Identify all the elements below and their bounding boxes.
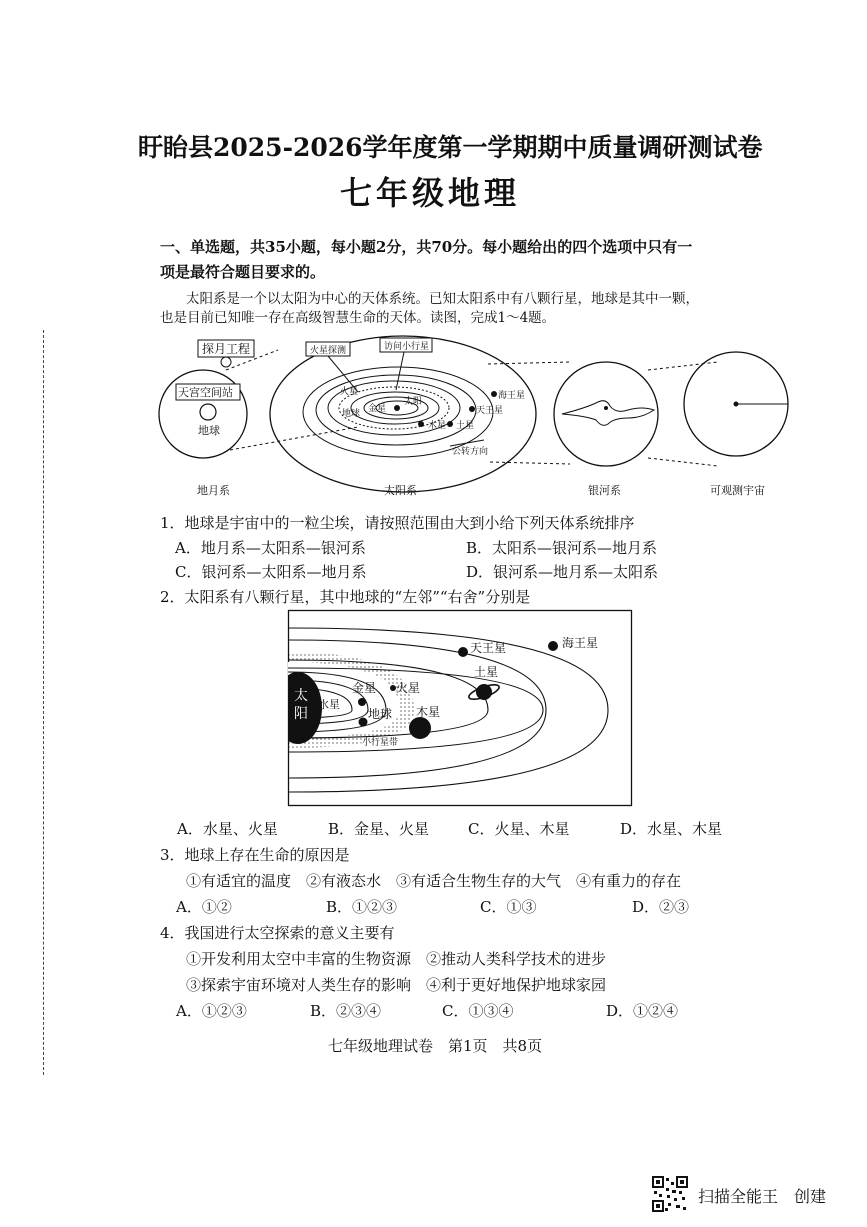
mars-label2: 火星 — [396, 681, 421, 695]
q4-option-b: B．②③④ — [310, 1002, 382, 1020]
binding-dashed-line — [43, 330, 44, 1075]
celestial-systems-figure — [158, 332, 794, 502]
q2-option-c: C．火星、木星 — [468, 820, 570, 838]
q2-option-a: A．水星、火星 — [177, 820, 278, 838]
earth-icon — [200, 404, 216, 420]
q3-option-a: A．①② — [176, 898, 232, 916]
orbit-direction-label: 公转方向 — [452, 447, 489, 457]
uranus-label: 天王星 — [476, 406, 504, 416]
milky-way-circle — [554, 362, 658, 466]
q1-stem: 1．地球是宇宙中的一粒尘埃，请按照范围由大到小给下列天体系统排序 — [160, 514, 635, 532]
q4-items-1: ①开发利用太空中丰富的生物资源 ②推动人类科学技术的进步 — [186, 950, 607, 968]
q4-option-c: C．①③④ — [442, 1002, 514, 1020]
neptune-label: 海王星 — [498, 391, 526, 401]
uranus-dot — [458, 647, 468, 657]
scanner-watermark: 扫描全能王 创建 — [698, 1187, 827, 1206]
q3-option-d: D．②③ — [632, 898, 690, 916]
earth-dot — [359, 718, 368, 727]
mars-probe-label: 火星探测 — [310, 346, 347, 356]
jupiter-label2: 木星 — [416, 705, 441, 719]
q3-option-b: B．①②③ — [326, 898, 398, 916]
q3-stem: 3．地球上存在生命的原因是 — [160, 846, 350, 864]
section-heading: 一、单选题，共35小题，每小题2分，共70分。每小题给出的四个选项中只有一 — [160, 238, 693, 256]
q1-option-c: C．银河系—太阳系—地月系 — [175, 563, 367, 581]
q2-option-b: B．金星、火星 — [328, 820, 430, 838]
sun-char-1: 太 — [294, 688, 308, 704]
neptune-label2: 海王星 — [562, 636, 599, 650]
q4-option-d: D．①②④ — [606, 1002, 679, 1020]
sun-label: 太阳 — [404, 397, 423, 407]
earth-label: 地球 — [198, 424, 220, 437]
saturn-label: 土星 — [456, 421, 475, 431]
venus-label: 金星 — [352, 681, 377, 695]
caption-solar: 太阳系 — [384, 484, 417, 497]
q1-option-b: B．太阳系—银河系—地月系 — [466, 539, 658, 557]
q3-option-c: C．①③ — [480, 898, 537, 916]
intro-text-cont: 也是目前已知唯一存在高级智慧生命的天体。读图，完成1～4题。 — [160, 310, 556, 326]
section-heading-cont: 项是最符合题目要求的。 — [160, 263, 326, 281]
q2-option-d: D．水星、木星 — [620, 820, 723, 838]
mercury-label: 水星 — [318, 698, 340, 711]
q4-items-2: ③探索宇宙环境对人类生存的影响 ④利于更好地保护地球家园 — [186, 976, 607, 994]
q1-option-a: A．地月系—太阳系—银河系 — [175, 539, 366, 557]
sun-char-2: 阳 — [294, 706, 308, 722]
sun-dot — [394, 405, 400, 411]
caption-milky-way: 银河系 — [588, 484, 621, 497]
caption-universe: 可观测宇宙 — [710, 484, 765, 497]
planets-orbit-figure — [288, 610, 632, 806]
q2-stem: 2．太阳系有八颗行星，其中地球的“左邻”“右舍”分别是 — [160, 588, 531, 606]
mars-label: 火星 — [340, 387, 359, 397]
jupiter-label: 木星 — [428, 421, 447, 431]
earth-small-label: 地球 — [342, 409, 361, 419]
page-footer: 七年级地理试卷 第1页 共8页 — [328, 1037, 543, 1055]
uranus-label2: 天王星 — [470, 641, 507, 655]
saturn-label2: 土星 — [474, 665, 499, 679]
q4-stem: 4．我国进行太空探索的意义主要有 — [160, 924, 395, 942]
venus-label: 金星 — [368, 404, 387, 414]
asteroid-belt-label: 小行星带 — [362, 738, 399, 748]
earth-label2: 地球 — [368, 707, 393, 721]
asteroid-visit-label: 访问小行星 — [384, 342, 430, 352]
space-station-label: 天宫空间站 — [178, 386, 233, 399]
jupiter-dot — [409, 717, 431, 739]
caption-earth-moon: 地月系 — [197, 484, 230, 497]
neptune-dot — [548, 641, 558, 651]
q1-option-d: D．银河系—地月系—太阳系 — [466, 563, 659, 581]
probe-moon-label: 探月工程 — [202, 342, 251, 356]
exam-title: 盱眙县2025-2026学年度第一学期期中质量调研测试卷 — [138, 133, 763, 162]
intro-text: 太阳系是一个以太阳为中心的天体系统。已知太阳系中有八颗行星，地球是其中一颗， — [186, 291, 699, 307]
q4-option-a: A．①②③ — [176, 1002, 247, 1020]
venus-dot — [358, 698, 366, 706]
subject-title: 七年级地理 — [340, 174, 521, 212]
qr-code-icon — [652, 1176, 688, 1212]
q3-items: ①有适宜的温度 ②有液态水 ③有适合生物生存的大气 ④有重力的存在 — [186, 872, 682, 890]
